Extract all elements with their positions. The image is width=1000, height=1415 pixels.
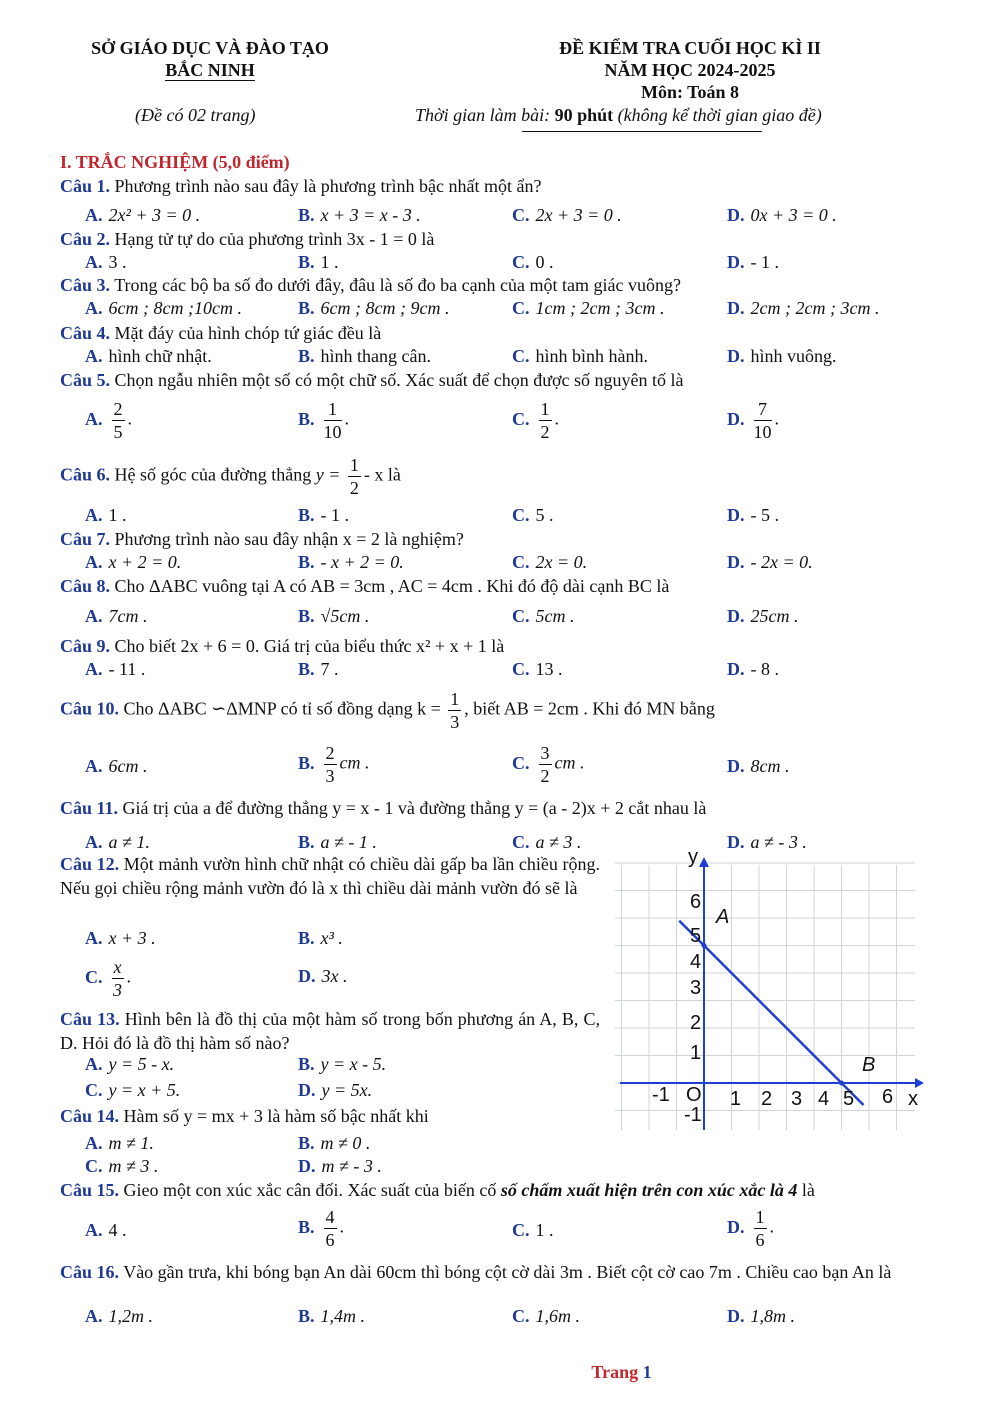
q11-option-a[interactable]: A. a ≠ 1.	[85, 832, 150, 852]
x-tick-4: 4	[818, 1088, 830, 1110]
question-14: Câu 14. Hàm số y = mx + 3 là hàm số bậc nhất khi	[60, 1106, 429, 1126]
q12-option-c[interactable]: C. $\frac{x}{3}$ .	[85, 957, 131, 1000]
q3-option-c[interactable]: C. 1cm ; 2cm ; 3cm .	[512, 298, 665, 318]
q4-option-a[interactable]: A. hình chữ nhật.	[85, 346, 212, 366]
y-tick-5: 5	[690, 925, 702, 947]
q8-option-c[interactable]: C. 5cm .	[512, 606, 575, 626]
q3-option-a[interactable]: A. 6cm ; 8cm ;10cm .	[85, 298, 242, 318]
q10-option-b[interactable]: B. $\frac{2}{3}$ cm .	[298, 743, 370, 786]
q1-option-b[interactable]: B. x + 3 = x - 3 .	[298, 205, 421, 225]
q12-option-d[interactable]: D. 3x .	[298, 966, 348, 986]
y-tick-4: 4	[690, 951, 702, 973]
y-tick-1: 1	[690, 1042, 702, 1064]
q10-option-a[interactable]: A. 6cm .	[85, 756, 148, 776]
y-axis-label: y	[688, 846, 698, 868]
q5-option-d[interactable]: D. $\frac{7}{10}$ .	[727, 399, 779, 442]
q4-option-b[interactable]: B. hình thang cân.	[298, 346, 431, 366]
q11-option-c[interactable]: C. a ≠ 3 .	[512, 832, 582, 852]
y-tick-3: 3	[690, 977, 702, 999]
q8-option-b[interactable]: B. √5cm .	[298, 606, 370, 626]
q1-option-a[interactable]: A. 2x² + 3 = 0 .	[85, 205, 201, 225]
q15-option-a[interactable]: A. 4 .	[85, 1220, 127, 1240]
q2-option-d[interactable]: D. - 1 .	[727, 252, 779, 272]
point-a-label: A	[716, 906, 730, 928]
q15-option-c[interactable]: C. 1 .	[512, 1220, 554, 1240]
q3-option-d[interactable]: D. 2cm ; 2cm ; 3cm .	[727, 298, 880, 318]
q9-option-a[interactable]: A. - 11 .	[85, 659, 146, 679]
page-footer: Trang 1	[591, 1362, 652, 1382]
x-tick-6: 6	[882, 1086, 894, 1108]
x-tick-3: 3	[791, 1088, 803, 1110]
q8-option-a[interactable]: A. 7cm .	[85, 606, 148, 626]
q2-option-a[interactable]: A. 3 .	[85, 252, 127, 272]
school-year: NĂM HỌC 2024-2025	[604, 60, 776, 80]
point-b-marker	[839, 1081, 844, 1086]
page-count-note: (Đề có 02 trang)	[135, 105, 256, 125]
q13-option-b[interactable]: B. y = x - 5.	[298, 1054, 387, 1074]
q11-option-b[interactable]: B. a ≠ - 1 .	[298, 832, 377, 852]
question-3: Câu 3. Trong các bộ ba số đo dưới đây, đâu là số đo ba cạnh của một tam giác vuông?	[60, 275, 681, 295]
question-6: Câu 6. Hệ số góc của đường thẳng y = $\frac{1}{2}$ - x là	[60, 455, 401, 498]
q16-option-a[interactable]: A. 1,2m .	[85, 1306, 153, 1326]
point-a-marker	[702, 943, 707, 948]
q6-option-a[interactable]: A. 1 .	[85, 505, 127, 525]
question-13: Câu 13. Hình bên là đồ thị của một hàm số trong bốn phương án A, B, C, D. Hỏi đó là đồ thị hàm số nào?	[60, 1009, 601, 1053]
q7-option-a[interactable]: A. x + 2 = 0.	[85, 552, 182, 572]
q7-option-b[interactable]: B. - x + 2 = 0.	[298, 552, 404, 572]
q7-option-d[interactable]: D. - 2x = 0.	[727, 552, 813, 572]
q1-option-d[interactable]: D. 0x + 3 = 0 .	[727, 205, 837, 225]
q11-option-d[interactable]: D. a ≠ - 3 .	[727, 832, 807, 852]
q5-option-b[interactable]: B. $\frac{1}{10}$ .	[298, 399, 350, 442]
question-5: Câu 5. Chọn ngẫu nhiên một số có một chữ số. Xác suất để chọn được số nguyên tố là	[60, 370, 684, 390]
q15-option-d[interactable]: D. $\frac{1}{6}$ .	[727, 1207, 774, 1250]
function-graph	[610, 845, 940, 1135]
q8-option-d[interactable]: D. 25cm .	[727, 606, 799, 626]
q9-option-c[interactable]: C. 13 .	[512, 659, 563, 679]
q4-option-d[interactable]: D. hình vuông.	[727, 346, 837, 366]
q10-option-d[interactable]: D. 8cm .	[727, 756, 790, 776]
header-divider	[522, 131, 762, 132]
q12-option-b[interactable]: B. x³ .	[298, 928, 343, 948]
q14-option-c[interactable]: C. m ≠ 3 .	[85, 1156, 159, 1176]
q13-option-c[interactable]: C. y = x + 5.	[85, 1080, 181, 1100]
x-axis-arrow	[915, 1078, 924, 1088]
question-16: Câu 16. Vào gần trưa, khi bóng bạn An dài 60cm thì bóng cột cờ dài 3m . Biết cột cờ cao 7m . Chiều cao bạn An là	[60, 1262, 892, 1282]
q16-option-c[interactable]: C. 1,6m .	[512, 1306, 580, 1326]
graph-line	[679, 921, 863, 1105]
question-12: Câu 12. Một mảnh vườn hình chữ nhật có chiều dài gấp ba lần chiều rộng. Nếu gọi chiều rộng mảnh vườn đó là x thì chiều dài mảnh vườn đó sẽ là	[60, 854, 600, 898]
q14-option-b[interactable]: B. m ≠ 0 .	[298, 1133, 371, 1153]
q5-option-a[interactable]: A. $\frac{2}{5}$ .	[85, 399, 132, 442]
question-9: Câu 9. Cho biết 2x + 6 = 0. Giá trị của biểu thức x² + x + 1 là	[60, 636, 505, 656]
q2-option-c[interactable]: C. 0 .	[512, 252, 554, 272]
q14-option-d[interactable]: D. m ≠ - 3 .	[298, 1156, 382, 1176]
q10-option-c[interactable]: C. $\frac{3}{2}$ cm .	[512, 743, 585, 786]
q15-option-b[interactable]: B. $\frac{4}{6}$ .	[298, 1207, 345, 1250]
question-7: Câu 7. Phương trình nào sau đây nhận x = 2 là nghiệm?	[60, 529, 464, 549]
q3-option-b[interactable]: B. 6cm ; 8cm ; 9cm .	[298, 298, 450, 318]
q7-option-c[interactable]: C. 2x = 0.	[512, 552, 588, 572]
q4-option-c[interactable]: C. hình bình hành.	[512, 346, 648, 366]
y-tick-neg1: -1	[684, 1104, 702, 1126]
x-axis-label: x	[908, 1088, 918, 1110]
origin-label: O	[686, 1084, 702, 1106]
q2-option-b[interactable]: B. 1 .	[298, 252, 339, 272]
x-tick-1: 1	[730, 1088, 742, 1110]
dept-name: SỞ GIÁO DỤC VÀ ĐÀO TẠO	[91, 38, 329, 58]
q14-option-a[interactable]: A. m ≠ 1.	[85, 1133, 154, 1153]
section-title: I. TRẮC NGHIỆM (5,0 điểm)	[60, 152, 290, 172]
point-b-label: B	[862, 1054, 876, 1076]
subject: Môn: Toán 8	[640, 82, 740, 102]
question-15: Câu 15. Gieo một con xúc xắc cân đối. Xác suất của biến cố số chấm xuất hiện trên con xúc xắc là 4 là	[60, 1180, 815, 1200]
q6-option-c[interactable]: C. 5 .	[512, 505, 554, 525]
q5-option-c[interactable]: C. $\frac{1}{2}$ .	[512, 399, 559, 442]
y-tick-6: 6	[690, 891, 702, 913]
question-1: Câu 1. Phương trình nào sau đây là phương trình bậc nhất một ẩn?	[60, 176, 542, 196]
question-8: Câu 8. Cho ΔABC vuông tại A có AB = 3cm , AC = 4cm . Khi đó độ dài cạnh BC là	[60, 576, 670, 596]
exam-title: ĐỀ KIỂM TRA CUỐI HỌC KÌ II	[559, 38, 821, 58]
q13-option-d[interactable]: D. y = 5x.	[298, 1080, 373, 1100]
y-tick-2: 2	[690, 1012, 702, 1034]
q9-option-b[interactable]: B. 7 .	[298, 659, 339, 679]
x-tick-2: 2	[761, 1088, 773, 1110]
q9-option-d[interactable]: D. - 8 .	[727, 659, 779, 679]
province-name: BẮC NINH	[165, 60, 255, 80]
q13-option-a[interactable]: A. y = 5 - x.	[85, 1054, 175, 1074]
q12-option-a[interactable]: A. x + 3 .	[85, 928, 156, 948]
question-11: Câu 11. Giá trị của a để đường thẳng y = x - 1 và đường thẳng y = (a - 2)x + 2 cắt nhau là	[60, 798, 707, 818]
y-axis-arrow	[699, 857, 709, 867]
q16-option-d[interactable]: D. 1,8m .	[727, 1306, 795, 1326]
x-tick-5: 5	[843, 1088, 855, 1110]
q6-option-d[interactable]: D. - 5 .	[727, 505, 779, 525]
q6-option-b[interactable]: B. - 1 .	[298, 505, 350, 525]
time-note: Thời gian làm bài: 90 phút (không kể thời gian giao đề)	[415, 105, 822, 125]
x-tick-neg1: -1	[652, 1084, 670, 1106]
q1-option-c[interactable]: C. 2x + 3 = 0 .	[512, 205, 622, 225]
q16-option-b[interactable]: B. 1,4m .	[298, 1306, 366, 1326]
question-4: Câu 4. Mặt đáy của hình chóp tứ giác đều là	[60, 323, 382, 343]
question-10: Câu 10. Cho ΔABC ∽ΔMNP có tỉ số đồng dạng k = $\frac{1}{3}$ , biết AB = 2cm . Khi đó MN bằng	[60, 689, 715, 732]
question-2: Câu 2. Hạng tử tự do của phương trình 3x - 1 = 0 là	[60, 229, 435, 249]
